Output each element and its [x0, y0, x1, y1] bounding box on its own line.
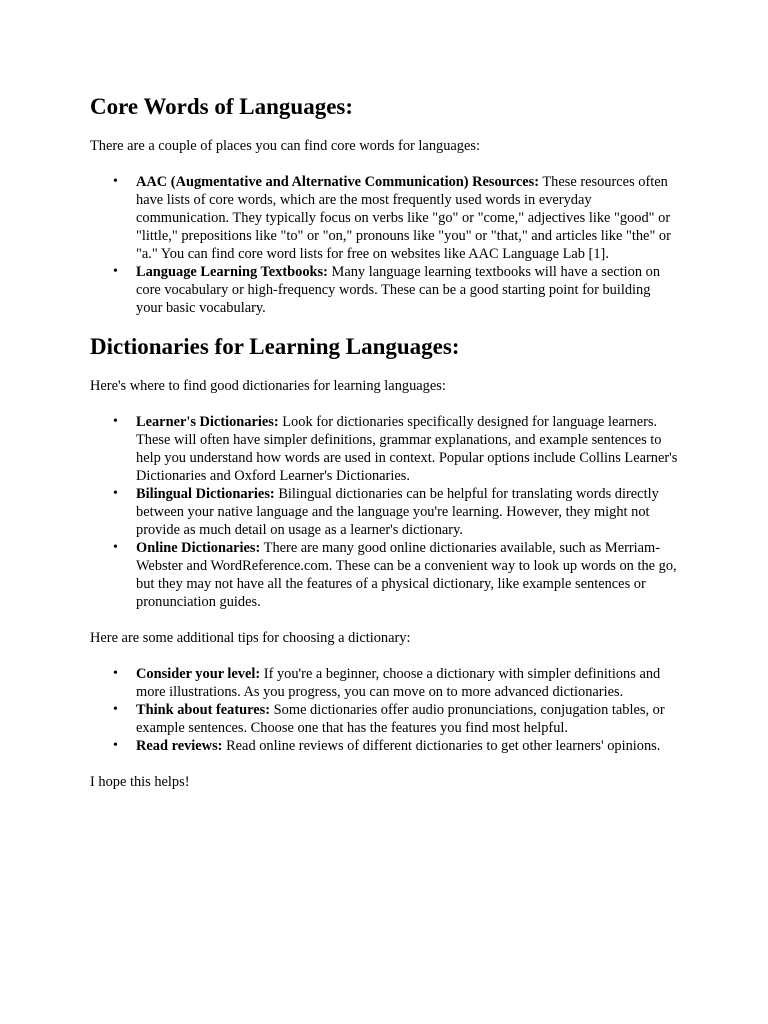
- tips-list: [90, 665, 680, 755]
- list-item-text: Read online reviews of different dictionaries to get other learners' opinions.: [222, 738, 661, 754]
- tips-intro: Here are some additional tips for choosing a dictionary:: [90, 630, 411, 646]
- bullet-icon: •: [113, 702, 118, 717]
- dictionaries-list: [90, 413, 680, 611]
- list-item: [113, 413, 680, 485]
- list-item-term: Language Learning Textbooks:: [136, 264, 328, 280]
- intro-dictionaries: Here's where to find good dictionaries for learning languages:: [90, 378, 446, 394]
- list-item-text: These resources often have lists of core words, which are the most frequently used words in everyday communication. They typically focus on verbs like "go" or "come," adjectives like "good" or "little," prepositions like "to" or "on," pronouns like "you" or "that," and articles like "the" or "a." You can find core word lists for free on websites like AAC Language Lab [1].: [136, 174, 671, 262]
- list-item-text: Many language learning textbooks will have a section on core vocabulary or high-frequency words. These can be a good starting point for building your basic vocabulary.: [136, 264, 661, 316]
- list-item-term: Think about features:: [136, 702, 271, 718]
- heading-dictionaries: Dictionaries for Learning Languages:: [90, 334, 460, 359]
- list-item: [113, 701, 680, 737]
- bullet-icon: •: [113, 264, 118, 279]
- core-words-list: [90, 173, 680, 317]
- list-item-term: Online Dictionaries:: [136, 540, 261, 556]
- bullet-icon: •: [113, 738, 118, 753]
- document-body: [90, 90, 680, 791]
- list-item: [113, 485, 680, 539]
- bullet-icon: •: [113, 414, 118, 429]
- list-item-term: Learner's Dictionaries:: [136, 414, 279, 430]
- list-item-term: AAC (Augmentative and Alternative Communication) Resources:: [136, 174, 540, 190]
- list-item-term: Consider your level:: [136, 666, 261, 682]
- bullet-icon: •: [113, 486, 118, 501]
- list-item-text: Some dictionaries offer audio pronunciations, conjugation tables, or example sentences. Choose one that has the features you find most helpful.: [136, 702, 665, 736]
- list-item: [113, 173, 680, 263]
- list-item-text: Bilingual dictionaries can be helpful for translating words directly between your native language and the language you're learning. However, they might not provide as much detail on usage as a learner's dictionary.: [136, 486, 659, 538]
- list-item: [113, 665, 680, 701]
- list-item: [113, 539, 680, 611]
- list-item-text: There are many good online dictionaries available, such as Merriam-Webster and WordReference.com. These can be a convenient way to look up words on the go, but they may not have all the features of a physical dictionary, like example sentences or pronunciation guides.: [136, 540, 677, 610]
- list-item-text: If you're a beginner, choose a dictionary with simpler definitions and more illustrations. As you progress, you can move on to more advanced dictionaries.: [136, 666, 661, 700]
- bullet-icon: •: [113, 666, 118, 681]
- list-item-text: Look for dictionaries specifically designed for language learners. These will often have simpler definitions, grammar explanations, and example sentences to help you understand how words are used in context. Popular options include Collins Learner's Dictionaries and Oxford Learner's Dictionaries.: [136, 414, 678, 484]
- list-item-term: Read reviews:: [136, 738, 223, 754]
- list-item: [113, 737, 680, 755]
- closing-text: I hope this helps!: [90, 774, 190, 790]
- list-item-term: Bilingual Dictionaries:: [136, 486, 275, 502]
- heading-core-words: Core Words of Languages:: [90, 94, 354, 119]
- bullet-icon: •: [113, 174, 118, 189]
- bullet-icon: •: [113, 540, 118, 555]
- list-item: [113, 263, 680, 317]
- intro-core-words: There are a couple of places you can find core words for languages:: [90, 138, 480, 154]
